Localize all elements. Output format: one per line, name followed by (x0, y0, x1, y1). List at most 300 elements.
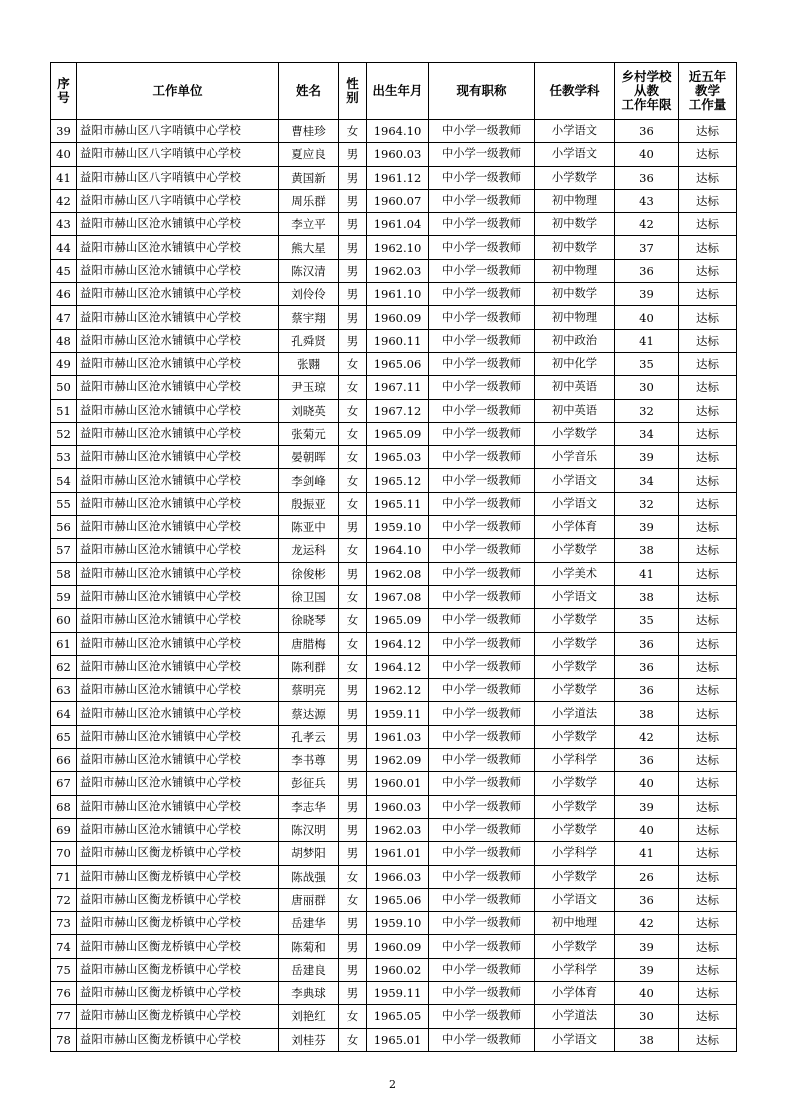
cell-name: 陈汉清 (279, 259, 339, 282)
cell-unit: 益阳市赫山区衡龙桥镇中心学校 (77, 888, 279, 911)
cell-unit: 益阳市赫山区沧水铺镇中心学校 (77, 422, 279, 445)
cell-birth: 1961.04 (367, 213, 429, 236)
cell-subject: 初中英语 (535, 376, 615, 399)
cell-unit: 益阳市赫山区沧水铺镇中心学校 (77, 352, 279, 375)
cell-gender: 男 (339, 818, 367, 841)
cell-gender: 女 (339, 469, 367, 492)
cell-birth: 1967.08 (367, 585, 429, 608)
cell-years: 42 (615, 912, 679, 935)
cell-seq: 48 (51, 329, 77, 352)
cell-name: 徐卫国 (279, 585, 339, 608)
cell-birth: 1966.03 (367, 865, 429, 888)
cell-name: 李志华 (279, 795, 339, 818)
cell-seq: 64 (51, 702, 77, 725)
cell-title: 中小学一级教师 (429, 516, 535, 539)
cell-gender: 女 (339, 539, 367, 562)
cell-seq: 68 (51, 795, 77, 818)
cell-title: 中小学一级教师 (429, 842, 535, 865)
cell-name: 殷振亚 (279, 492, 339, 515)
table-row (51, 213, 737, 236)
cell-gender: 男 (339, 702, 367, 725)
cell-unit: 益阳市赫山区衡龙桥镇中心学校 (77, 958, 279, 981)
cell-title: 中小学一级教师 (429, 679, 535, 702)
cell-gender: 男 (339, 306, 367, 329)
cell-title: 中小学一级教师 (429, 236, 535, 259)
cell-unit: 益阳市赫山区沧水铺镇中心学校 (77, 376, 279, 399)
cell-years: 43 (615, 189, 679, 212)
header-row (51, 63, 737, 120)
cell-title: 中小学一级教师 (429, 259, 535, 282)
cell-subject: 小学语文 (535, 888, 615, 911)
cell-title: 中小学一级教师 (429, 469, 535, 492)
table-row (51, 562, 737, 585)
table-row (51, 492, 737, 515)
cell-name: 张菊元 (279, 422, 339, 445)
cell-subject: 小学数学 (535, 772, 615, 795)
cell-years: 38 (615, 702, 679, 725)
header-title: 现有职称 (429, 63, 535, 120)
cell-name: 李剑峰 (279, 469, 339, 492)
cell-workload: 达标 (679, 492, 737, 515)
cell-gender: 男 (339, 236, 367, 259)
table-row (51, 981, 737, 1004)
header-workload: 近五年 教学 工作量 (679, 63, 737, 120)
cell-gender: 男 (339, 259, 367, 282)
cell-subject: 小学语文 (535, 120, 615, 143)
table-row (51, 865, 737, 888)
cell-unit: 益阳市赫山区八字哨镇中心学校 (77, 166, 279, 189)
cell-birth: 1965.05 (367, 1005, 429, 1028)
table-row (51, 585, 737, 608)
cell-years: 39 (615, 446, 679, 469)
cell-seq: 75 (51, 958, 77, 981)
cell-title: 中小学一级教师 (429, 749, 535, 772)
cell-title: 中小学一级教师 (429, 376, 535, 399)
cell-title: 中小学一级教师 (429, 725, 535, 748)
cell-seq: 67 (51, 772, 77, 795)
cell-unit: 益阳市赫山区沧水铺镇中心学校 (77, 469, 279, 492)
cell-name: 尹玉琼 (279, 376, 339, 399)
cell-subject: 小学数学 (535, 818, 615, 841)
cell-workload: 达标 (679, 749, 737, 772)
cell-seq: 74 (51, 935, 77, 958)
cell-years: 39 (615, 935, 679, 958)
cell-seq: 50 (51, 376, 77, 399)
cell-gender: 男 (339, 772, 367, 795)
cell-unit: 益阳市赫山区八字哨镇中心学校 (77, 189, 279, 212)
cell-subject: 小学体育 (535, 516, 615, 539)
cell-name: 刘艳红 (279, 1005, 339, 1028)
cell-title: 中小学一级教师 (429, 329, 535, 352)
cell-birth: 1964.10 (367, 539, 429, 562)
cell-gender: 女 (339, 422, 367, 445)
cell-seq: 63 (51, 679, 77, 702)
cell-subject: 初中化学 (535, 352, 615, 375)
cell-seq: 72 (51, 888, 77, 911)
cell-gender: 男 (339, 795, 367, 818)
cell-seq: 43 (51, 213, 77, 236)
table-row (51, 329, 737, 352)
cell-years: 41 (615, 562, 679, 585)
cell-subject: 初中数学 (535, 236, 615, 259)
cell-workload: 达标 (679, 818, 737, 841)
cell-name: 陈亚中 (279, 516, 339, 539)
cell-years: 34 (615, 469, 679, 492)
cell-birth: 1960.02 (367, 958, 429, 981)
cell-seq: 70 (51, 842, 77, 865)
cell-title: 中小学一级教师 (429, 795, 535, 818)
cell-unit: 益阳市赫山区沧水铺镇中心学校 (77, 818, 279, 841)
cell-subject: 初中数学 (535, 213, 615, 236)
cell-workload: 达标 (679, 1028, 737, 1051)
cell-gender: 男 (339, 935, 367, 958)
cell-subject: 小学体育 (535, 981, 615, 1004)
cell-birth: 1960.03 (367, 795, 429, 818)
cell-subject: 小学音乐 (535, 446, 615, 469)
table-row (51, 283, 737, 306)
cell-name: 熊大星 (279, 236, 339, 259)
header-name: 姓名 (279, 63, 339, 120)
cell-workload: 达标 (679, 842, 737, 865)
cell-unit: 益阳市赫山区衡龙桥镇中心学校 (77, 1028, 279, 1051)
table-row (51, 1005, 737, 1028)
header-gender: 性 别 (339, 63, 367, 120)
cell-gender: 女 (339, 492, 367, 515)
cell-seq: 65 (51, 725, 77, 748)
cell-subject: 小学数学 (535, 632, 615, 655)
cell-title: 中小学一级教师 (429, 1005, 535, 1028)
cell-years: 35 (615, 352, 679, 375)
cell-title: 中小学一级教师 (429, 120, 535, 143)
table-row (51, 399, 737, 422)
cell-subject: 小学数学 (535, 725, 615, 748)
cell-birth: 1960.11 (367, 329, 429, 352)
cell-name: 徐俊彬 (279, 562, 339, 585)
cell-gender: 女 (339, 585, 367, 608)
cell-years: 36 (615, 655, 679, 678)
cell-gender: 男 (339, 166, 367, 189)
cell-name: 徐晓琴 (279, 609, 339, 632)
page-number: 2 (389, 1078, 396, 1091)
cell-years: 37 (615, 236, 679, 259)
cell-unit: 益阳市赫山区沧水铺镇中心学校 (77, 725, 279, 748)
cell-seq: 53 (51, 446, 77, 469)
cell-gender: 男 (339, 679, 367, 702)
cell-gender: 男 (339, 958, 367, 981)
cell-gender: 女 (339, 376, 367, 399)
cell-years: 26 (615, 865, 679, 888)
cell-workload: 达标 (679, 236, 737, 259)
cell-title: 中小学一级教师 (429, 446, 535, 469)
cell-years: 36 (615, 120, 679, 143)
cell-unit: 益阳市赫山区衡龙桥镇中心学校 (77, 935, 279, 958)
cell-name: 蔡达源 (279, 702, 339, 725)
cell-seq: 66 (51, 749, 77, 772)
cell-name: 龙运科 (279, 539, 339, 562)
table-body (51, 120, 737, 1052)
cell-subject: 初中物理 (535, 259, 615, 282)
cell-years: 42 (615, 213, 679, 236)
cell-birth: 1962.12 (367, 679, 429, 702)
cell-name: 陈菊和 (279, 935, 339, 958)
cell-seq: 55 (51, 492, 77, 515)
cell-subject: 小学语文 (535, 585, 615, 608)
cell-title: 中小学一级教师 (429, 935, 535, 958)
cell-unit: 益阳市赫山区沧水铺镇中心学校 (77, 609, 279, 632)
cell-title: 中小学一级教师 (429, 981, 535, 1004)
cell-seq: 57 (51, 539, 77, 562)
cell-unit: 益阳市赫山区八字哨镇中心学校 (77, 120, 279, 143)
cell-name: 岳建良 (279, 958, 339, 981)
cell-birth: 1965.03 (367, 446, 429, 469)
cell-gender: 男 (339, 981, 367, 1004)
table-row (51, 655, 737, 678)
table-row (51, 935, 737, 958)
cell-years: 39 (615, 958, 679, 981)
cell-years: 39 (615, 795, 679, 818)
cell-title: 中小学一级教师 (429, 888, 535, 911)
table-row (51, 143, 737, 166)
cell-subject: 初中地理 (535, 912, 615, 935)
cell-birth: 1962.03 (367, 818, 429, 841)
cell-title: 中小学一级教师 (429, 865, 535, 888)
cell-birth: 1964.12 (367, 655, 429, 678)
cell-birth: 1960.09 (367, 935, 429, 958)
cell-workload: 达标 (679, 981, 737, 1004)
table-row (51, 539, 737, 562)
cell-birth: 1965.09 (367, 609, 429, 632)
cell-birth: 1965.11 (367, 492, 429, 515)
cell-birth: 1960.07 (367, 189, 429, 212)
cell-name: 陈战强 (279, 865, 339, 888)
cell-seq: 56 (51, 516, 77, 539)
cell-workload: 达标 (679, 516, 737, 539)
cell-years: 40 (615, 306, 679, 329)
table-row (51, 189, 737, 212)
cell-workload: 达标 (679, 446, 737, 469)
cell-name: 蔡明亮 (279, 679, 339, 702)
cell-birth: 1962.09 (367, 749, 429, 772)
cell-name: 蔡宇翔 (279, 306, 339, 329)
cell-seq: 49 (51, 352, 77, 375)
header-subject: 任教学科 (535, 63, 615, 120)
cell-workload: 达标 (679, 213, 737, 236)
cell-subject: 小学道法 (535, 702, 615, 725)
cell-unit: 益阳市赫山区衡龙桥镇中心学校 (77, 842, 279, 865)
cell-birth: 1965.06 (367, 888, 429, 911)
cell-seq: 45 (51, 259, 77, 282)
cell-gender: 男 (339, 189, 367, 212)
cell-years: 38 (615, 585, 679, 608)
cell-unit: 益阳市赫山区沧水铺镇中心学校 (77, 306, 279, 329)
cell-unit: 益阳市赫山区沧水铺镇中心学校 (77, 772, 279, 795)
cell-name: 晏朝晖 (279, 446, 339, 469)
cell-name: 陈利群 (279, 655, 339, 678)
cell-birth: 1962.03 (367, 259, 429, 282)
cell-subject: 小学数学 (535, 679, 615, 702)
table-row (51, 772, 737, 795)
cell-seq: 39 (51, 120, 77, 143)
cell-seq: 40 (51, 143, 77, 166)
cell-seq: 58 (51, 562, 77, 585)
table-row (51, 120, 737, 143)
cell-unit: 益阳市赫山区沧水铺镇中心学校 (77, 236, 279, 259)
table-row (51, 958, 737, 981)
cell-title: 中小学一级教师 (429, 492, 535, 515)
table-row (51, 259, 737, 282)
header-years: 乡村学校 从教 工作年限 (615, 63, 679, 120)
cell-gender: 男 (339, 213, 367, 236)
cell-years: 36 (615, 749, 679, 772)
cell-title: 中小学一级教师 (429, 912, 535, 935)
cell-subject: 初中物理 (535, 189, 615, 212)
cell-years: 40 (615, 772, 679, 795)
cell-subject: 小学数学 (535, 609, 615, 632)
cell-unit: 益阳市赫山区沧水铺镇中心学校 (77, 655, 279, 678)
cell-unit: 益阳市赫山区沧水铺镇中心学校 (77, 749, 279, 772)
table-row (51, 679, 737, 702)
cell-name: 陈汉明 (279, 818, 339, 841)
cell-subject: 初中物理 (535, 306, 615, 329)
cell-name: 孔舜贤 (279, 329, 339, 352)
cell-name: 孔孝云 (279, 725, 339, 748)
cell-seq: 62 (51, 655, 77, 678)
cell-workload: 达标 (679, 702, 737, 725)
cell-years: 36 (615, 632, 679, 655)
cell-birth: 1961.10 (367, 283, 429, 306)
cell-seq: 60 (51, 609, 77, 632)
cell-name: 曹桂珍 (279, 120, 339, 143)
cell-name: 李书尊 (279, 749, 339, 772)
cell-subject: 小学道法 (535, 1005, 615, 1028)
cell-gender: 女 (339, 655, 367, 678)
cell-seq: 51 (51, 399, 77, 422)
cell-gender: 男 (339, 749, 367, 772)
table-row (51, 842, 737, 865)
header-unit: 工作单位 (77, 63, 279, 120)
cell-title: 中小学一级教师 (429, 609, 535, 632)
cell-workload: 达标 (679, 329, 737, 352)
cell-name: 周乐群 (279, 189, 339, 212)
cell-gender: 女 (339, 609, 367, 632)
cell-gender: 女 (339, 352, 367, 375)
cell-workload: 达标 (679, 655, 737, 678)
cell-workload: 达标 (679, 679, 737, 702)
cell-seq: 76 (51, 981, 77, 1004)
cell-birth: 1959.11 (367, 981, 429, 1004)
table-row (51, 609, 737, 632)
cell-workload: 达标 (679, 259, 737, 282)
cell-years: 35 (615, 609, 679, 632)
table-row (51, 376, 737, 399)
cell-title: 中小学一级教师 (429, 632, 535, 655)
cell-years: 38 (615, 1028, 679, 1051)
cell-birth: 1965.09 (367, 422, 429, 445)
cell-subject: 小学语文 (535, 143, 615, 166)
cell-unit: 益阳市赫山区沧水铺镇中心学校 (77, 562, 279, 585)
cell-years: 40 (615, 818, 679, 841)
table-row (51, 725, 737, 748)
cell-seq: 46 (51, 283, 77, 306)
cell-workload: 达标 (679, 725, 737, 748)
cell-seq: 61 (51, 632, 77, 655)
cell-gender: 男 (339, 562, 367, 585)
cell-workload: 达标 (679, 352, 737, 375)
cell-unit: 益阳市赫山区沧水铺镇中心学校 (77, 329, 279, 352)
table-row (51, 749, 737, 772)
cell-unit: 益阳市赫山区沧水铺镇中心学校 (77, 492, 279, 515)
cell-seq: 52 (51, 422, 77, 445)
cell-seq: 71 (51, 865, 77, 888)
cell-name: 李典球 (279, 981, 339, 1004)
cell-name: 黄国新 (279, 166, 339, 189)
cell-name: 唐丽群 (279, 888, 339, 911)
cell-workload: 达标 (679, 166, 737, 189)
cell-seq: 73 (51, 912, 77, 935)
cell-subject: 初中数学 (535, 283, 615, 306)
cell-birth: 1961.03 (367, 725, 429, 748)
table-row (51, 422, 737, 445)
cell-years: 42 (615, 725, 679, 748)
teacher-table (50, 62, 737, 1052)
cell-title: 中小学一级教师 (429, 166, 535, 189)
header-seq: 序 号 (51, 63, 77, 120)
cell-title: 中小学一级教师 (429, 539, 535, 562)
cell-birth: 1961.12 (367, 166, 429, 189)
cell-birth: 1967.12 (367, 399, 429, 422)
cell-name: 张翾 (279, 352, 339, 375)
cell-gender: 男 (339, 329, 367, 352)
cell-subject: 小学数学 (535, 422, 615, 445)
cell-subject: 小学科学 (535, 958, 615, 981)
cell-workload: 达标 (679, 422, 737, 445)
cell-unit: 益阳市赫山区沧水铺镇中心学校 (77, 539, 279, 562)
cell-birth: 1959.10 (367, 912, 429, 935)
cell-gender: 女 (339, 632, 367, 655)
cell-subject: 小学语文 (535, 469, 615, 492)
cell-title: 中小学一级教师 (429, 818, 535, 841)
cell-subject: 初中政治 (535, 329, 615, 352)
cell-title: 中小学一级教师 (429, 352, 535, 375)
cell-workload: 达标 (679, 935, 737, 958)
cell-gender: 女 (339, 446, 367, 469)
cell-years: 36 (615, 259, 679, 282)
table-row (51, 1028, 737, 1051)
cell-workload: 达标 (679, 376, 737, 399)
cell-subject: 小学语文 (535, 1028, 615, 1051)
cell-unit: 益阳市赫山区八字哨镇中心学校 (77, 143, 279, 166)
cell-gender: 男 (339, 912, 367, 935)
cell-gender: 女 (339, 1028, 367, 1051)
cell-title: 中小学一级教师 (429, 562, 535, 585)
cell-subject: 小学语文 (535, 492, 615, 515)
table-row (51, 795, 737, 818)
cell-title: 中小学一级教师 (429, 283, 535, 306)
cell-seq: 59 (51, 585, 77, 608)
cell-workload: 达标 (679, 143, 737, 166)
cell-workload: 达标 (679, 399, 737, 422)
cell-seq: 54 (51, 469, 77, 492)
cell-seq: 78 (51, 1028, 77, 1051)
cell-title: 中小学一级教师 (429, 958, 535, 981)
cell-years: 40 (615, 143, 679, 166)
cell-unit: 益阳市赫山区沧水铺镇中心学校 (77, 795, 279, 818)
cell-title: 中小学一级教师 (429, 585, 535, 608)
cell-name: 彭征兵 (279, 772, 339, 795)
cell-seq: 44 (51, 236, 77, 259)
cell-workload: 达标 (679, 120, 737, 143)
cell-subject: 小学科学 (535, 749, 615, 772)
